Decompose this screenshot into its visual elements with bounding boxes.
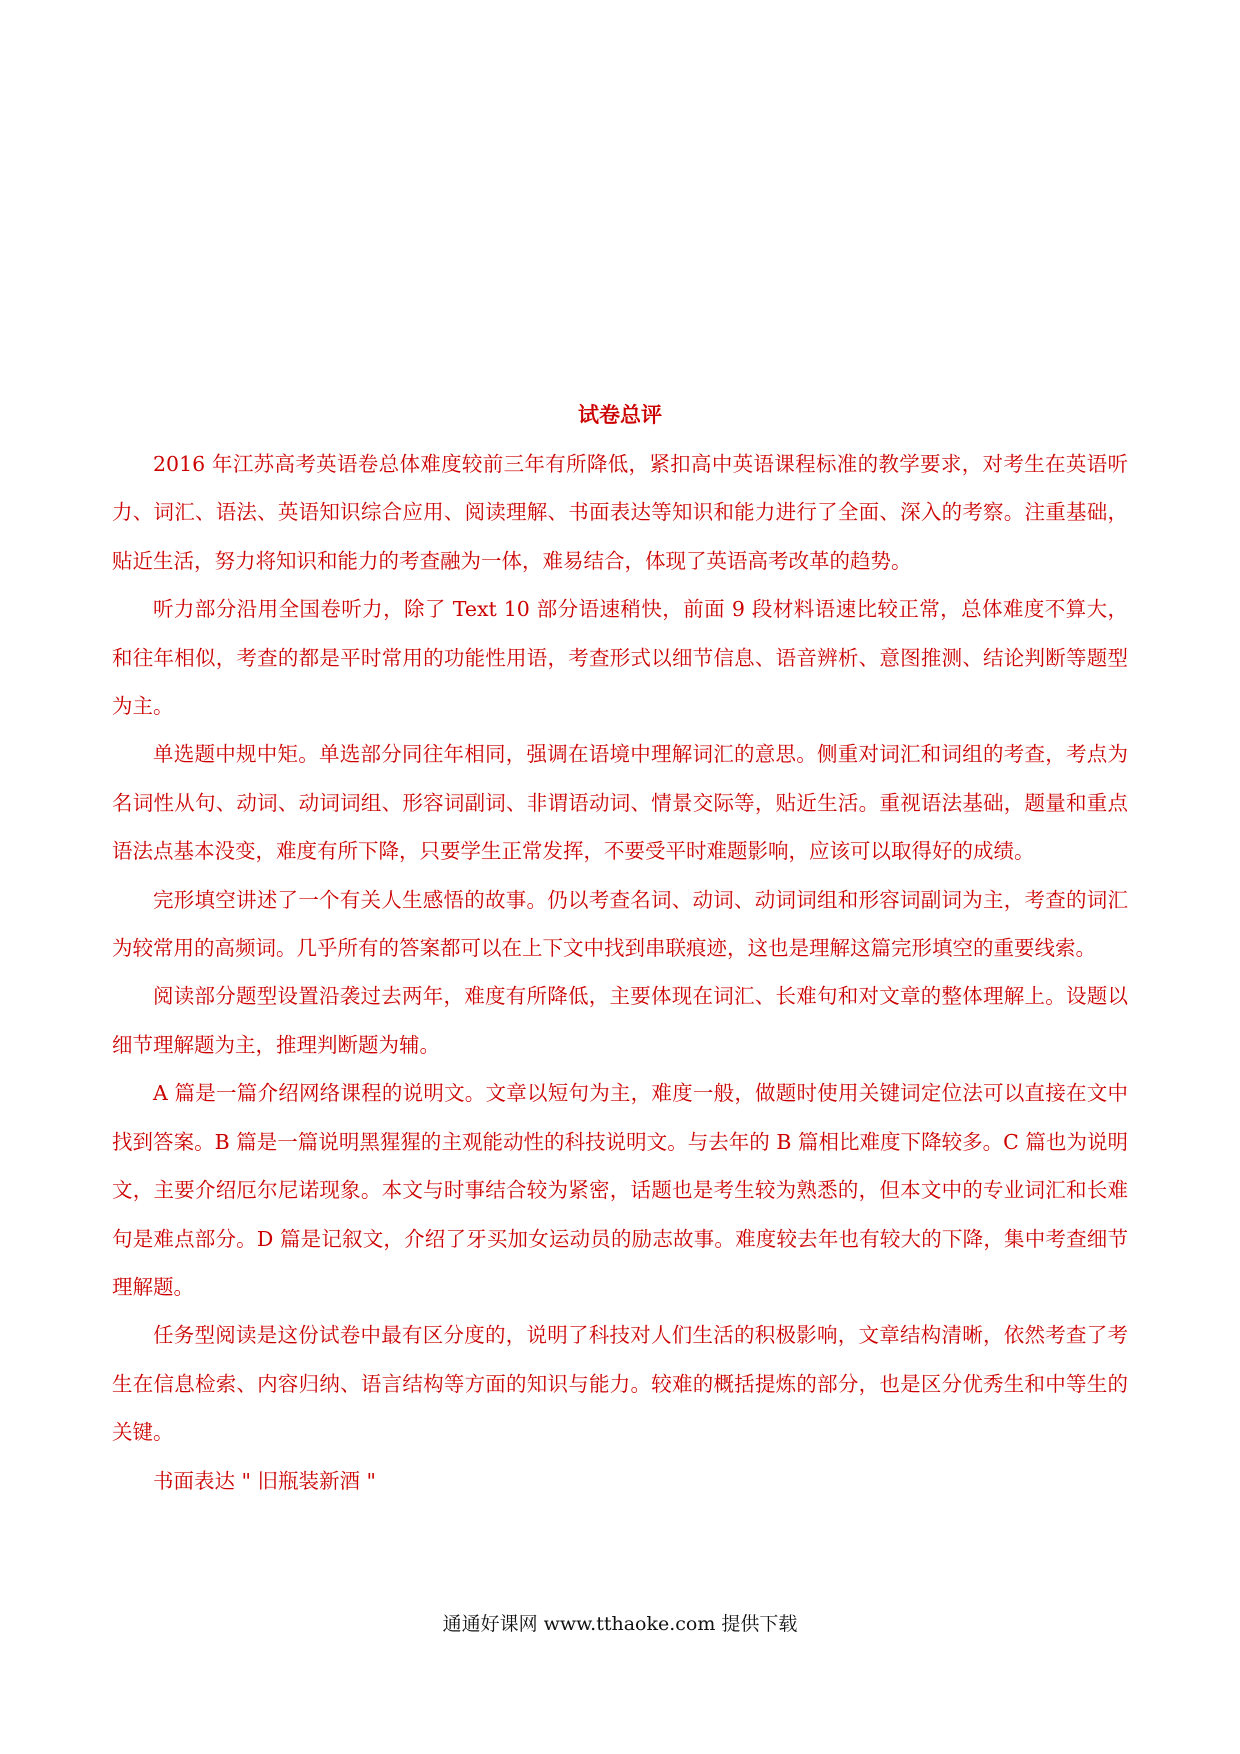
document-title: 试卷总评 — [578, 402, 662, 427]
paragraph-single-choice: 单选题中规中矩。单选部分同往年相同，强调在语境中理解词汇的意思。侧重对词汇和词组的考查，考点为名词性从句、动词、动词词组、形容词副词、非谓语动词、情景交际等，贴近生活。重视语法基础，题量和重点语法点基本没变，难度有所下降，只要学生正常发挥，不要受平时难题影响，应该可以取得好的成绩。 — [112, 742, 1128, 864]
document-body — [112, 440, 1128, 1505]
page-footer: 通通好课网 www.tthaoke.com 提供下载 — [442, 1613, 798, 1635]
paragraph-listening: 听力部分沿用全国卷听力，除了 Text 10 部分语速稍快，前面 9 段材料语速比较正常，总体难度不算大，和往年相似，考查的都是平时常用的功能性用语，考查形式以细节信息、语音辨析、意图推测、结论判断等题型为主。 — [112, 597, 1128, 719]
paragraph-reading-passages: A 篇是一篇介绍网络课程的说明文。文章以短句为主，难度一般，做题时使用关键词定位法可以直接在文中找到答案。B 篇是一篇说明黑猩猩的主观能动性的科技说明文。与去年的 B 篇相比难度下降较多。C 篇也为说明文，主要介绍厄尔尼诺现象。本文与时事结合较为紧密，话题也是考生较为熟悉的，但本文中的专业词汇和长难句是难点部分。D 篇是记叙文，介绍了牙买加女运动员的励志故事。难度较去年也有较大的下降，集中考查细节理解题。 — [112, 1081, 1128, 1299]
paragraph-overview: 2016 年江苏高考英语卷总体难度较前三年有所降低，紧扣高中英语课程标准的教学要求，对考生在英语听力、词汇、语法、英语知识综合应用、阅读理解、书面表达等知识和能力进行了全面、深入的考察。注重基础，贴近生活，努力将知识和能力的考查融为一体，难易结合，体现了英语高考改革的趋势。 — [112, 452, 1128, 573]
paragraph-cloze: 完形填空讲述了一个有关人生感悟的故事。仍以考查名词、动词、动词词组和形容词副词为主，考查的词汇为较常用的高频词。几乎所有的答案都可以在上下文中找到串联痕迹，这也是理解这篇完形填空的重要线索。 — [112, 887, 1128, 961]
paragraph-task-reading: 任务型阅读是这份试卷中最有区分度的，说明了科技对人们生活的积极影响，文章结构清晰，依然考查了考生在信息检索、内容归纳、语言结构等方面的知识与能力。较难的概括提炼的部分，也是区分优秀生和中等生的关键。 — [112, 1323, 1128, 1445]
paragraph-writing: 书面表达 " 旧瓶装新酒 " — [153, 1468, 376, 1493]
paragraph-reading: 阅读部分题型设置沿袭过去两年，难度有所降低，主要体现在词汇、长难句和对文章的整体理解上。设题以细节理解题为主，推理判断题为辅。 — [112, 984, 1128, 1057]
